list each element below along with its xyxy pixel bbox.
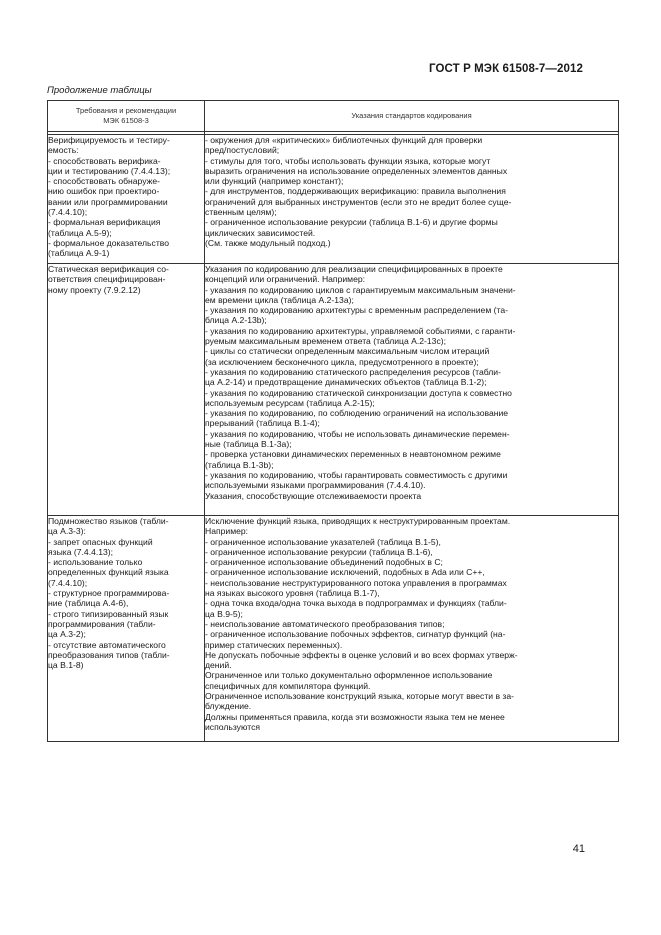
guidance-line: концепций или ограничений. Например:	[205, 274, 366, 285]
guidance-line: ные (таблица В.1-3а);	[205, 439, 292, 450]
requirements-table	[47, 100, 619, 742]
guidance-line: - указания по кодированию статического распределения ресурсов (табли-	[205, 366, 501, 377]
guidance-cell	[205, 516, 619, 742]
table-row	[48, 516, 619, 742]
requirement-cell	[48, 135, 205, 264]
guidance-line: (таблица В.1-3b);	[205, 459, 274, 470]
requirement-line: Верифицируемость и тестиру-	[48, 135, 170, 145]
requirement-line: - запрет опасных функций	[48, 536, 153, 547]
guidance-line: (за исключением бесконечного цикла, предусмотренного в проекте);	[205, 356, 479, 367]
document-standard-id: ГОСТ Р МЭК 61508-7—2012	[429, 63, 583, 75]
column-header-requirements	[48, 101, 205, 132]
guidance-line: - неиспользование неструктурированного потока управления в программах	[205, 577, 507, 588]
requirement-line: - способствовать обнаруже-	[48, 176, 161, 187]
requirement-line: нию ошибок при проектиро-	[48, 186, 160, 197]
guidance-line: - указания по кодированию циклов с гарантируемым максимальным значени-	[205, 284, 516, 295]
guidance-line: - для инструментов, поддерживающих верификацию: правила выполнения	[205, 186, 506, 197]
guidance-line: ца В.9-5);	[205, 608, 243, 619]
requirement-line: (7.4.4.10);	[48, 207, 88, 218]
requirement-line: программирования (табли-	[48, 618, 156, 629]
guidance-line: ца А.2-14) и предотвращение динамических объектов (таблица В.1-2);	[205, 377, 487, 388]
guidance-line: - неиспользование автоматического преобразования типов;	[205, 618, 445, 629]
requirement-line: (7.4.4.10);	[48, 577, 88, 588]
requirement-line: определенных функций языка	[48, 567, 169, 578]
requirement-line: - формальная верификация	[48, 217, 161, 228]
requirement-line: - строго типизированный язык	[48, 608, 169, 619]
requirement-line: - отсутствие автоматического	[48, 639, 166, 650]
guidance-line: используются	[205, 721, 261, 732]
guidance-line: - циклы со статически определенным максимальным числом итераций	[205, 346, 490, 357]
guidance-line: циклических зависимостей.	[205, 227, 316, 238]
guidance-line: руемым максимальным временем ответа (таблица А.2-13с);	[205, 336, 446, 347]
requirement-line: вании или программировании	[48, 196, 168, 207]
guidance-line: - ограниченное использование побочных эффектов, сигнатур функций (на-	[205, 629, 506, 640]
guidance-line: - указания по кодированию архитектуры с временным распределением (та-	[205, 305, 508, 316]
guidance-line: дений.	[205, 660, 232, 671]
guidance-line: - ограниченное использование указателей (таблица В.1-5),	[205, 536, 441, 547]
guidance-cell	[205, 264, 619, 516]
guidance-line: ограничений для выбранных инструментов (если это не вредит более суще-	[205, 196, 512, 207]
guidance-line: прерываний (таблица В.1-4);	[205, 418, 320, 429]
guidance-line: ем времени цикла (таблица А.2-13а);	[205, 294, 354, 305]
table-row	[48, 264, 619, 516]
guidance-line: (См. также модульный подход.)	[205, 237, 331, 248]
guidance-line: используемым ресурсам (таблица А.2-15);	[205, 397, 375, 408]
requirement-line: - способствовать верифика-	[48, 155, 161, 166]
guidance-line: на языках высокого уровня (таблица В.1-7),	[205, 588, 380, 599]
guidance-line: ственным целям);	[205, 207, 277, 218]
page-number: 41	[572, 843, 585, 855]
guidance-line: Например:	[205, 526, 249, 537]
column-header-line: МЭК 61508-3	[103, 116, 149, 125]
guidance-line: - указания по кодированию, чтобы гарантировать совместимость с другими	[205, 469, 508, 480]
requirement-cell	[48, 264, 205, 516]
requirement-line: языка (7.4.4.13);	[48, 546, 114, 557]
table-continuation-label: Продолжение таблицы	[47, 85, 152, 96]
requirement-line: ции и тестированию (7.4.4.13);	[48, 165, 171, 176]
guidance-line: - окружения для «критических» библиотечных функций для проверки	[205, 135, 483, 145]
column-header-line: Требования и рекомендации	[75, 106, 177, 115]
requirement-line: - структурное программирова-	[48, 588, 170, 599]
requirement-line: ние (таблица А.4-6),	[48, 598, 129, 609]
guidance-line: Указания, способствующие отслеживаемости проекта	[205, 490, 422, 501]
table-row	[48, 135, 619, 264]
guidance-line: Указания по кодированию для реализации специфицированных в проекте	[205, 264, 503, 274]
requirement-line: (таблица А.5-9);	[48, 227, 112, 238]
guidance-line: пред/постусловий;	[205, 145, 280, 156]
requirement-line: ца А.3-2);	[48, 629, 86, 640]
requirement-line: - формальное доказательство	[48, 237, 170, 248]
requirement-cell	[48, 516, 205, 742]
guidance-cell	[205, 135, 619, 264]
guidance-line: пример статических переменных).	[205, 639, 343, 650]
requirement-line: ца А.3-3):	[48, 526, 86, 537]
requirement-line: (таблица А.9-1)	[48, 248, 110, 259]
guidance-line: блица А.2-13b);	[205, 315, 267, 326]
guidance-line: Исключение функций языка, приводящих к неструктурированным проектам.	[205, 516, 511, 526]
requirement-line: ному проекту (7.9.2.12)	[48, 284, 141, 295]
guidance-line: - указания по кодированию статической синхронизации доступа к совместно	[205, 387, 512, 398]
guidance-line: или функций (например констант);	[205, 176, 344, 187]
guidance-line: специфичных для компилятора функций.	[205, 680, 371, 691]
guidance-line: блуждение.	[205, 701, 252, 712]
guidance-line: используемыми языками программирования (7.4.4.10).	[205, 480, 426, 491]
guidance-line: - указания по кодированию, по соблюдению ограничений на использование	[205, 408, 509, 419]
requirement-line: Статическая верификация со-	[48, 264, 169, 274]
guidance-line: Должны применяться правила, когда эти возможности языка тем не менее	[205, 711, 505, 722]
guidance-line: Ограниченное или только документально оформленное использование	[205, 670, 493, 681]
guidance-line: - ограниченное использование рекурсии (таблица В.1-6) и другие формы	[205, 217, 498, 228]
guidance-line: - проверка установки динамических переменных в неавтономном режиме	[205, 449, 501, 460]
requirement-line: ответствия специфицирован-	[48, 274, 166, 285]
requirement-line: преобразования типов (табли-	[48, 649, 170, 660]
column-header-line: Указания стандартов кодирования	[351, 111, 472, 120]
guidance-line: - указания по кодированию, чтобы не использовать динамические перемен-	[205, 428, 510, 439]
guidance-line: Ограниченное использование конструкций языка, которые могут ввести в за-	[205, 691, 514, 702]
requirement-line: емость:	[48, 145, 79, 156]
table-header-row	[48, 101, 619, 132]
guidance-line: - ограниченное использование рекурсии (таблица В.1-6),	[205, 546, 433, 557]
column-header-coding-guidance	[205, 101, 619, 132]
guidance-line: - стимулы для того, чтобы использовать функции языка, которые могут	[205, 155, 491, 166]
guidance-line: - одна точка входа/одна точка выхода в подпрограммах и функциях (табли-	[205, 598, 507, 609]
requirement-line: - использование только	[48, 557, 143, 568]
guidance-line: - ограниченное использование исключений, подобных в Ada или C++,	[205, 567, 485, 578]
requirement-line: Подмножество языков (табли-	[48, 516, 169, 526]
requirement-line: ца В.1-8)	[48, 660, 84, 671]
guidance-line: выразить ограничения на использование определенных элементов данных	[205, 165, 508, 176]
guidance-line: - ограниченное использование объединений подобных в С;	[205, 557, 443, 568]
guidance-line: Не допускать побочные эффекты в оценке условий и во всех формах утверж-	[205, 649, 518, 660]
guidance-line: - указания по кодированию архитектуры, управляемой событиями, с гаранти-	[205, 325, 516, 336]
